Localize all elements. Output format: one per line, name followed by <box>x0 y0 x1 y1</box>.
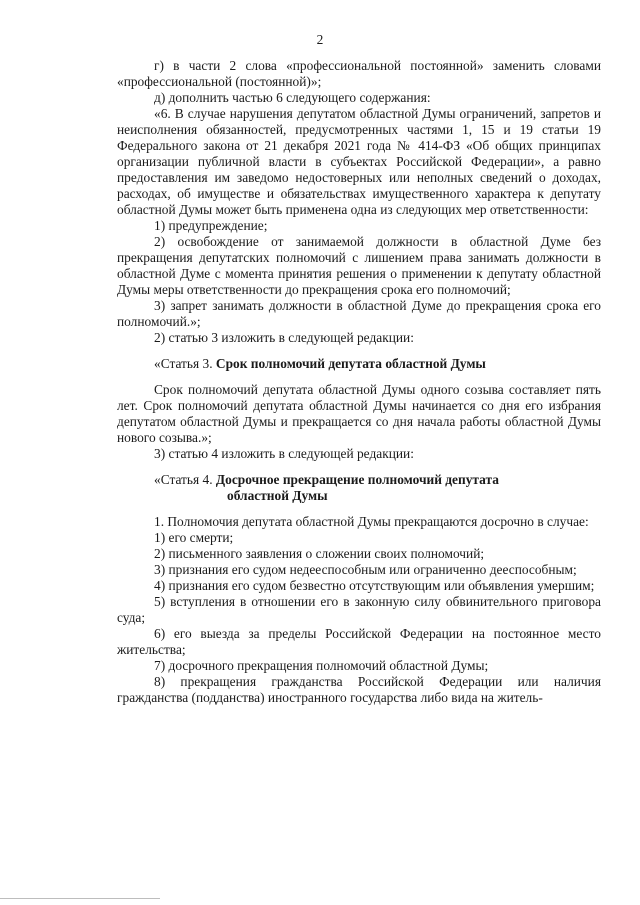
list-item: 6) его выезда за пределы Российской Федерации на постоянное место жительства; <box>117 626 601 657</box>
article-3-prefix: «Статья 3. <box>154 356 216 371</box>
list-item: 3) признания его судом недееспособным или ограниченно дееспособным; <box>154 562 577 577</box>
scan-edge-line <box>0 898 160 899</box>
paragraph: 1) предупреждение; <box>154 218 268 233</box>
paragraph: д) дополнить частью 6 следующего содержания: <box>154 90 431 105</box>
list-item: 7) досрочного прекращения полномочий областной Думы; <box>154 658 489 673</box>
document-body <box>117 58 601 706</box>
article-3-text: Срок полномочий депутата областной Думы одного созыва составляет пять лет. Срок полномочий депутата областной Думы начинается со дня его избрания депутатом областной Думы и прекращается со дня начала работы областной Думы нового созыва.»; <box>117 382 601 445</box>
article-4-intro: 1. Полномочия депутата областной Думы прекращаются досрочно в случае: <box>154 514 589 529</box>
article-4-title-line1: Досрочное прекращение полномочий депутата <box>215 472 499 487</box>
article-4-heading <box>117 472 601 504</box>
page-number: 2 <box>316 32 324 47</box>
list-item: 8) прекращения гражданства Российской Федерации или наличия гражданства (подданства) иностранного государства либо вида на житель- <box>117 674 601 705</box>
list-item: 1) его смерти; <box>154 530 234 545</box>
article-4-prefix: «Статья 4. <box>154 472 216 487</box>
article-3-heading <box>117 356 601 372</box>
paragraph: г) в части 2 слова «профессиональной постоянной» заменить словами «профессиональной (постоянной)»; <box>117 58 601 89</box>
article-4-title-line2: областной Думы <box>227 488 328 503</box>
list-item: 4) признания его судом безвестно отсутствующим или объявления умершим; <box>154 578 595 593</box>
article-3-title: Срок полномочий депутата областной Думы <box>215 356 486 371</box>
list-item: 5) вступления в отношении его в законную силу обвинительного приговора суда; <box>117 594 601 625</box>
paragraph: 2) статью 3 изложить в следующей редакции: <box>154 330 414 345</box>
paragraph: 2) освобождение от занимаемой должности в областной Думе без прекращения депутатских полномочий с лишением права занимать должности в областной Думе с момента принятия решения о применении к депутату областной Думы меры ответственности до прекращения срока его полномочий; <box>117 234 601 297</box>
paragraph: 3) запрет занимать должности в областной Думе до прекращения срока его полномочий.»; <box>117 298 601 329</box>
list-item: 2) письменного заявления о сложении своих полномочий; <box>154 546 485 561</box>
paragraph: «6. В случае нарушения депутатом областной Думы ограничений, запретов и неисполнения обязанностей, предусмотренных частями 1, 15 и 19 статьи 19 Федерального закона от 21 декабря 2021 года № 414-ФЗ «Об общих принципах организации публичной власти в субъектах Российской Федерации», а равно предоставления им заведомо недостоверных или неполных сведений о доходах, расходах, об имуществе и обязательствах имущественного характера к депутату областной Думы может быть применена одна из следующих мер ответственности: <box>117 106 601 217</box>
paragraph: 3) статью 4 изложить в следующей редакции: <box>154 446 414 461</box>
